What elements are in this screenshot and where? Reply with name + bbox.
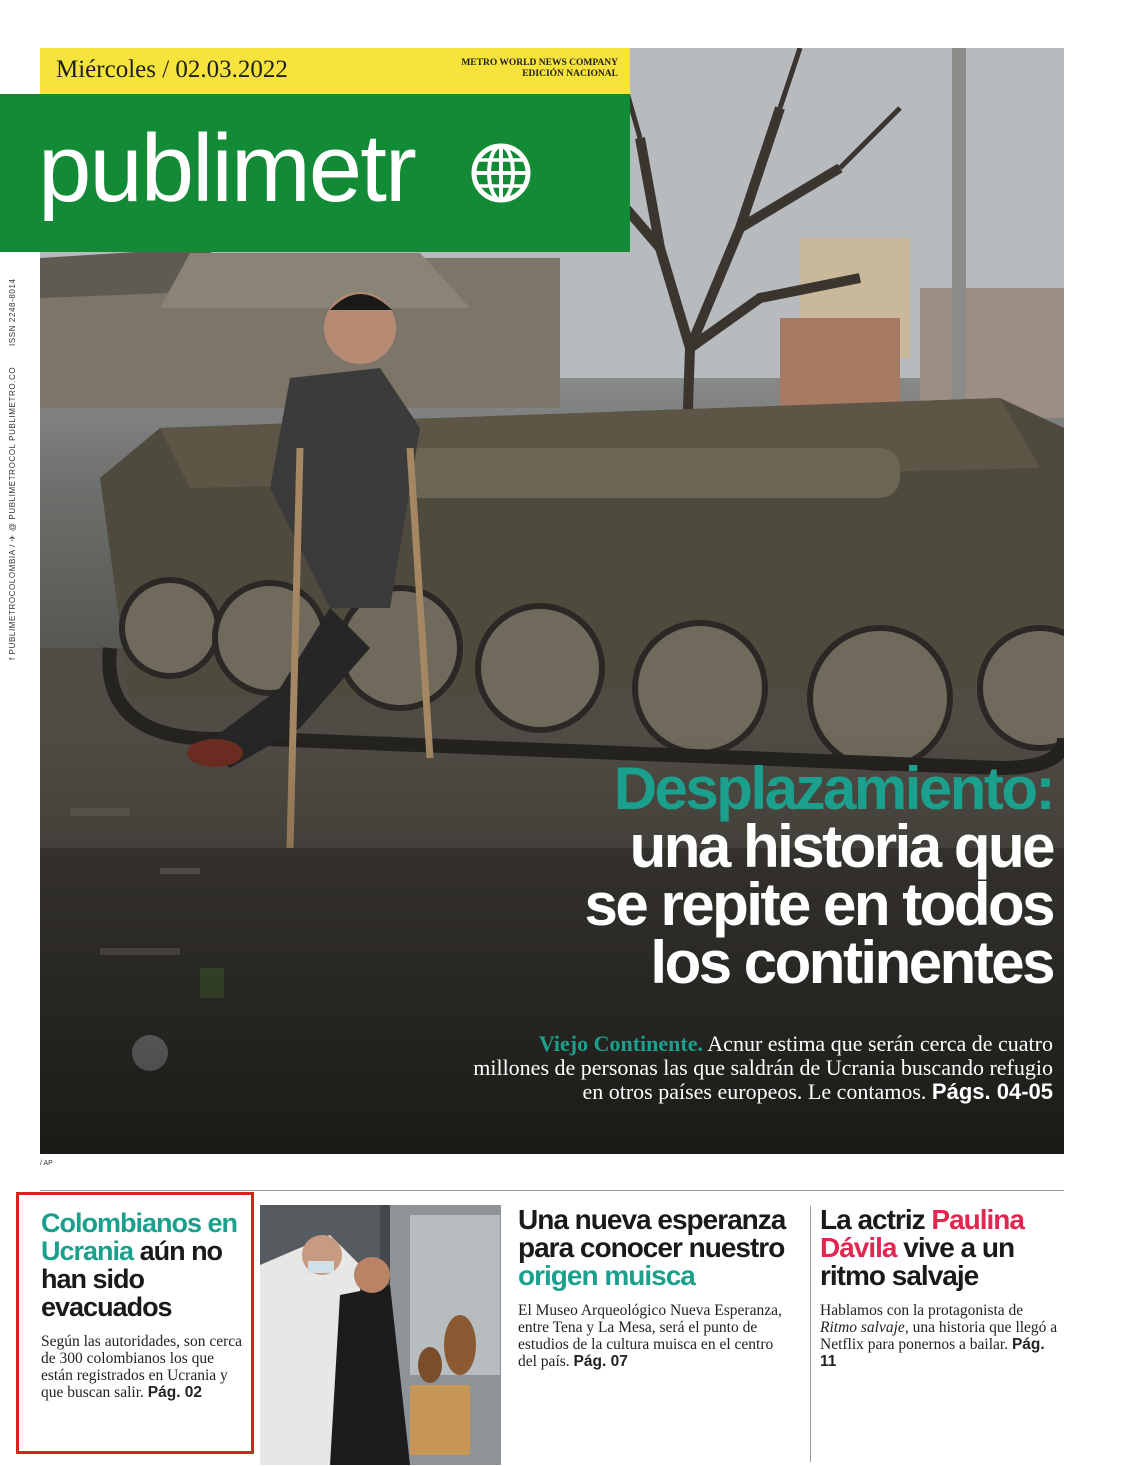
headline-line-3: se repite en todos bbox=[584, 871, 1053, 938]
cover-summary bbox=[473, 1032, 1053, 1104]
headline-line-4: los continentes bbox=[650, 929, 1053, 996]
globe-icon bbox=[470, 142, 532, 204]
headline-line-2: una historia que bbox=[629, 813, 1053, 880]
brand-logo-text: publimetr bbox=[38, 115, 415, 222]
issue-date: Miércoles / 02.03.2022 bbox=[56, 56, 288, 83]
side-issn-text: ISSN 2248-8014 bbox=[8, 278, 17, 346]
story-actriz-title-accent: Paulina Dávila bbox=[820, 1204, 1024, 1263]
story-actriz-title-start: La actriz bbox=[820, 1204, 932, 1235]
story-actriz-text-start: Hablamos con la protagonista de bbox=[820, 1302, 1024, 1319]
story-actriz-body bbox=[820, 1302, 1060, 1370]
story-actriz-page-ref: Pág. 11 bbox=[820, 1336, 1045, 1370]
story-muisca-title bbox=[518, 1206, 796, 1290]
section-divider bbox=[40, 1190, 1064, 1191]
museum-photo bbox=[260, 1205, 501, 1465]
story-muisca-text: El Museo Arqueológico Nueva Esperanza, entre Tena y La Mesa, será el punto de estudios de la cultura muisca en el centro del país. bbox=[518, 1302, 782, 1370]
story-colombianos-title-rest: aún no han sido evacuados bbox=[41, 1236, 223, 1322]
masthead bbox=[0, 94, 630, 252]
story-actriz[interactable] bbox=[820, 1206, 1060, 1370]
photo-credit: / AP bbox=[40, 1160, 53, 1167]
story-colombianos-title-accent: Colombianos en Ucrania bbox=[41, 1208, 238, 1266]
edition-name: EDICIÓN NACIONAL bbox=[522, 69, 618, 79]
company-info bbox=[461, 58, 618, 80]
story-colombianos-title bbox=[41, 1209, 245, 1321]
story-colombianos[interactable] bbox=[16, 1192, 254, 1454]
cover-kicker: Viejo Continente. bbox=[538, 1031, 703, 1056]
story-muisca-title-main: Una nueva esperanza para conocer nuestro bbox=[518, 1204, 786, 1263]
story-actriz-title-end: vive a un ritmo salvaje bbox=[820, 1232, 1015, 1291]
cover-body: Acnur estima que serán cerca de cuatro millones de personas las que saldrán de Ucrania buscando refugio en otros países europeos. Le contamos. bbox=[473, 1031, 1053, 1104]
museum-photo-illustration bbox=[260, 1205, 501, 1465]
story-actriz-text-end: , una historia que llegó a Netflix para ponernos a bailar. bbox=[820, 1319, 1058, 1353]
story-muisca[interactable] bbox=[518, 1206, 796, 1370]
story-muisca-title-accent: origen muisca bbox=[518, 1260, 695, 1291]
story-muisca-page-ref: Pág. 07 bbox=[573, 1353, 628, 1370]
company-name: METRO WORLD NEWS COMPANY bbox=[461, 58, 618, 68]
story-actriz-show-title: Ritmo salvaje bbox=[820, 1319, 905, 1336]
cover-headline bbox=[413, 755, 1053, 996]
story-colombianos-text: Según las autoridades, son cerca de 300 colombianos los que están registrados en Ucrania y que buscan salir. bbox=[41, 1333, 243, 1401]
column-divider bbox=[810, 1206, 811, 1462]
story-muisca-body bbox=[518, 1302, 796, 1370]
cover-page-ref: Págs. 04-05 bbox=[931, 1079, 1053, 1104]
story-actriz-title bbox=[820, 1206, 1060, 1290]
story-colombianos-body bbox=[41, 1333, 245, 1401]
date-band bbox=[40, 48, 630, 94]
headline-line-1: Desplazamiento: bbox=[613, 755, 1053, 822]
story-colombianos-page-ref: Pág. 02 bbox=[147, 1384, 203, 1401]
side-social-text: f PUBLIMETROCOLOMBIA / ✈ @ PUBLIMETROCOL PUBLIMETRO.CO bbox=[8, 366, 17, 660]
